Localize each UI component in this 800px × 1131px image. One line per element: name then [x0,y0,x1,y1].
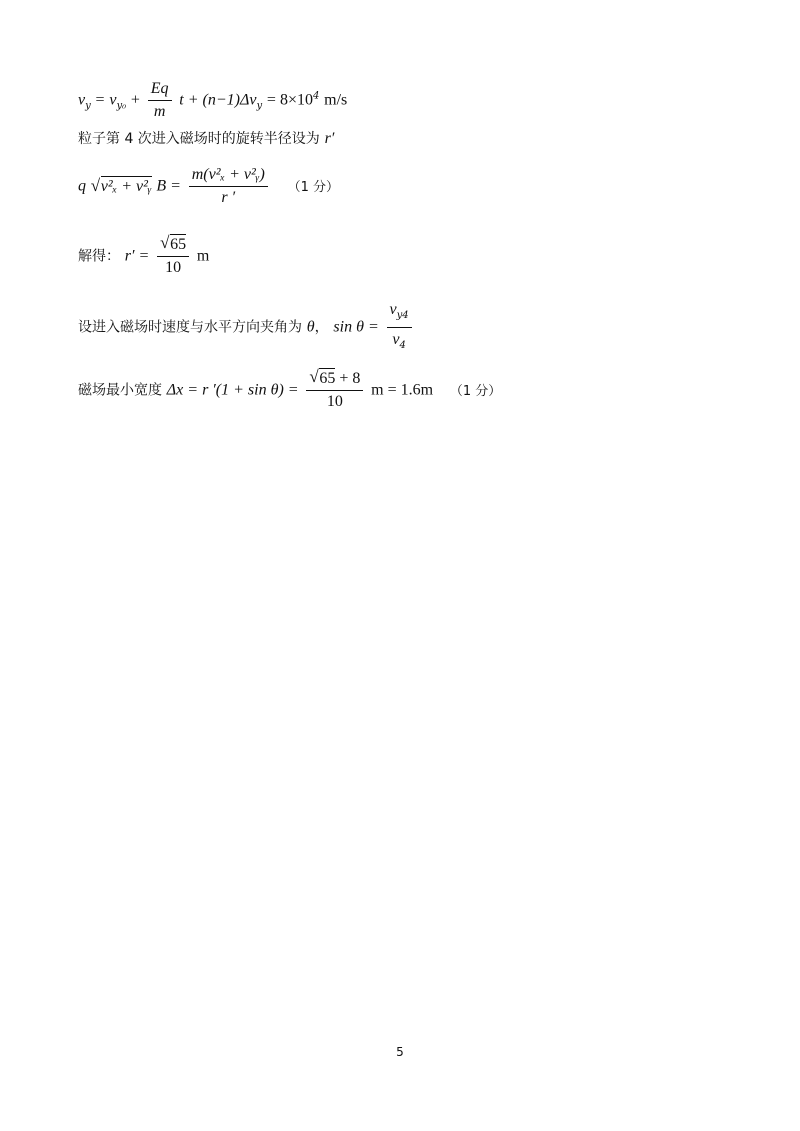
subscript-delta-vy: y [256,100,263,112]
unit: m [196,247,210,265]
separator: ， [314,319,329,336]
unit: m/s [324,91,348,109]
fraction-numerator [387,300,412,328]
subscript-y0: y₀ [116,100,127,112]
text-label: 粒子第 4 次进入磁场时的旋转半径设为 [78,131,320,147]
equation-result: = 8×10 [266,91,313,109]
symbol-theta: θ [306,318,315,336]
fraction-numerator [306,370,363,391]
numerator-rest: + 8 [335,370,361,387]
fraction-numerator: Eq [148,80,172,101]
sqrt-content: 65 [170,236,187,253]
text-label: 设进入磁场时速度与水平方向夹角为 [78,319,302,336]
symbol-B-equals: B = [156,177,181,195]
fraction-radius [157,236,189,277]
text-label: 磁场最小宽度 [78,382,162,399]
subscript-y4: y4 [396,310,409,321]
equation-lorentz-force [78,166,339,207]
subscript-y: y [85,100,91,112]
equation-min-width [78,370,501,411]
sqrt-content: v²ₓ + v²ᵧ [100,177,152,195]
fraction-denominator: m [153,103,166,120]
equation-rest: t + (n−1)Δv [179,91,257,109]
equation-lhs: r′ = [124,247,150,265]
fraction-denominator: 10 [326,393,343,410]
equation-lhs: Δx = r ′(1 + sin θ) = [166,381,299,399]
sqrt-expression [309,370,335,388]
sqrt-expression [160,236,186,254]
symbol-r-prime: r′ [324,130,335,147]
exponent: 4 [312,90,320,102]
text-radius-intro [78,128,334,148]
sqrt-content: 65 [319,370,336,387]
fraction-denominator [389,328,408,355]
symbol-v: v [78,91,86,109]
fraction-width [306,370,363,411]
page-number: 5 [396,1045,404,1059]
score-mark: （1 分） [449,383,502,399]
solution-label: 解得： [78,248,120,265]
fraction-numerator: m(v²ₓ + v²ᵧ) [189,166,268,187]
equation-vy [78,80,347,121]
equation-lhs: sin θ = [333,318,379,336]
plus-sign: + [130,91,140,109]
equals-sign: = [95,91,105,109]
subscript-4: 4 [399,340,406,351]
symbol-q: q [78,177,86,195]
symbol-v: v [392,331,400,348]
fraction-denominator: r ′ [221,189,236,206]
fraction-eq-over-m [148,80,172,121]
fraction-centripetal [189,166,268,207]
fraction-velocity-ratio [387,300,412,355]
symbol-v: v [389,301,397,318]
equation-sin-theta [78,300,415,355]
score-mark: （1 分） [287,179,339,195]
fraction-denominator: 10 [165,259,182,276]
sqrt-expression [91,178,152,196]
equation-result: m = 1.6m [371,381,434,399]
equation-solved-radius [78,236,209,277]
fraction-numerator [157,236,189,257]
symbol-vy0: v [109,91,117,109]
